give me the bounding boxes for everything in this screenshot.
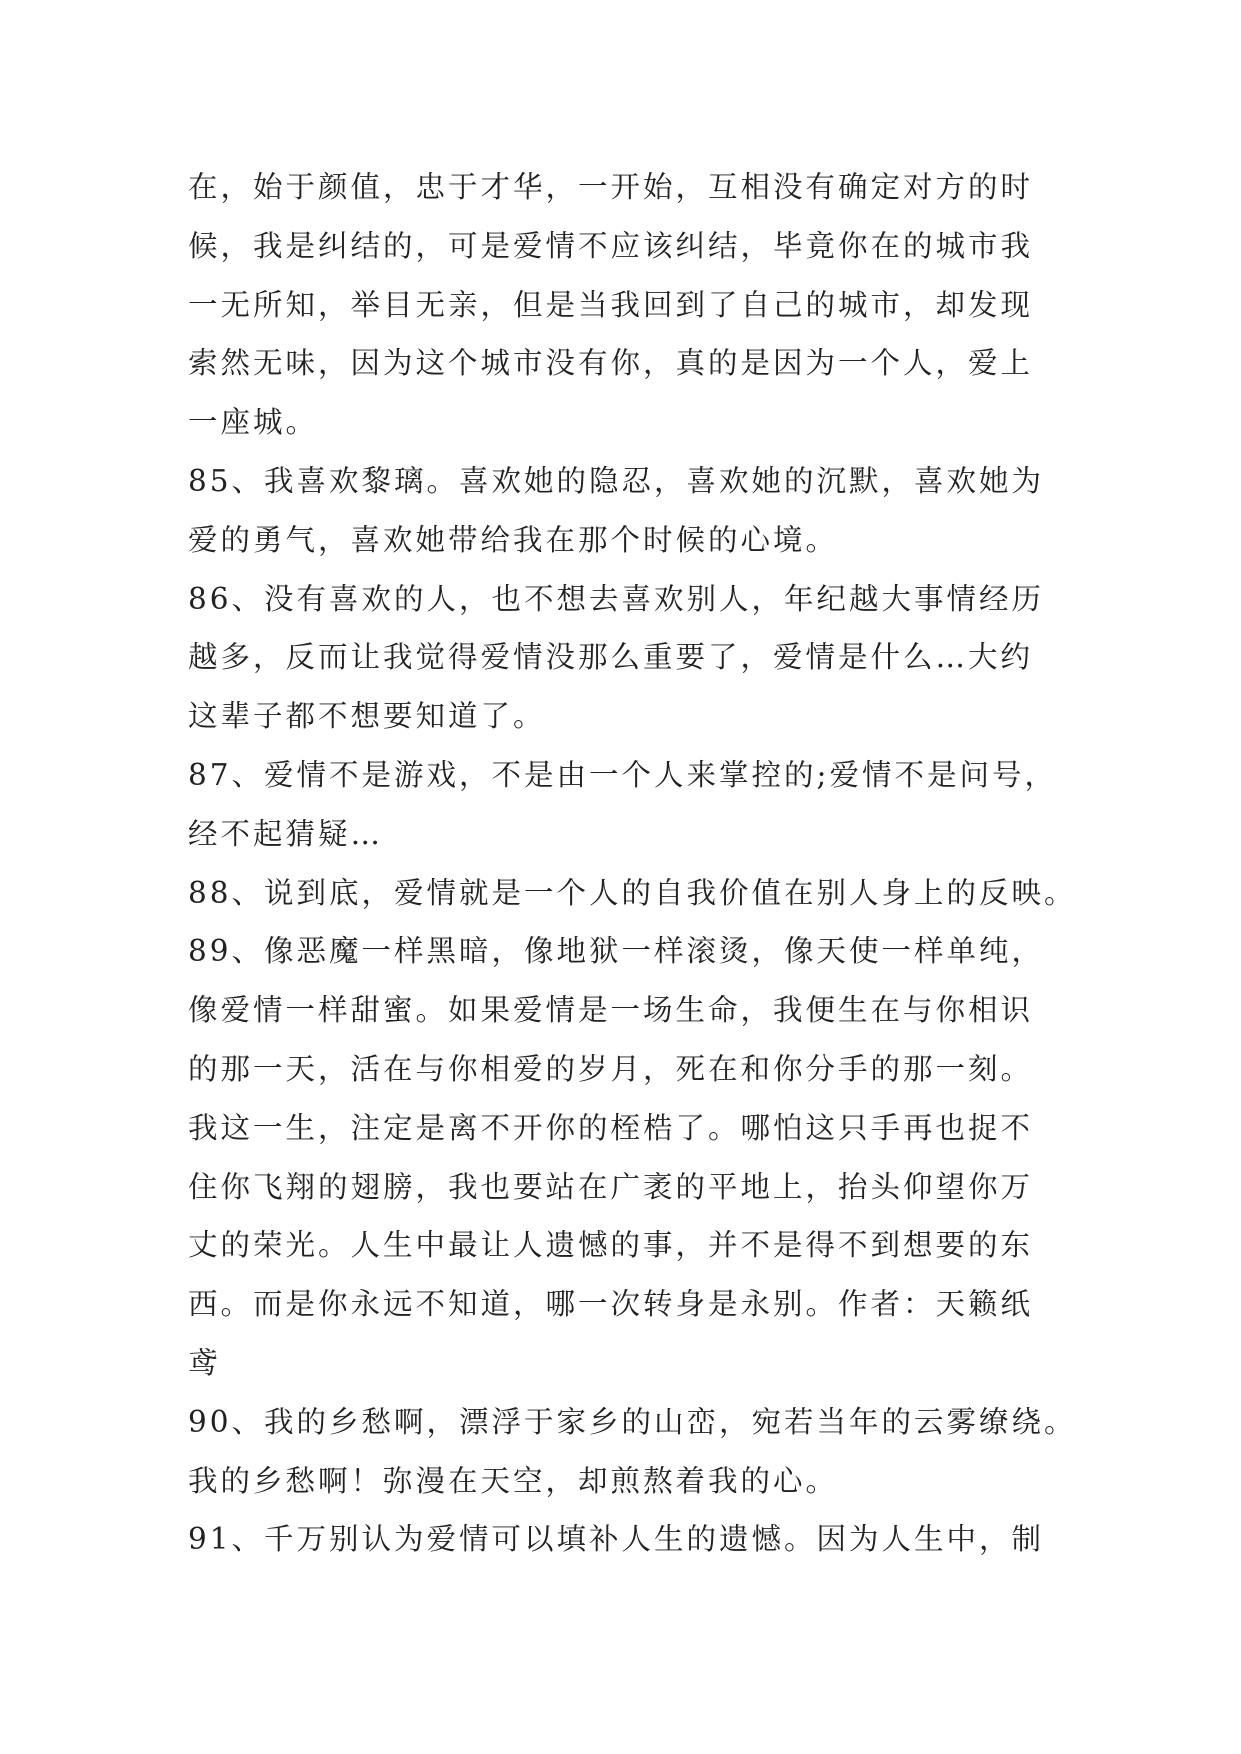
text-line: 爱的勇气，喜欢她带给我在那个时候的心境。 [188,522,839,557]
text-line: 86、没有喜欢的人，也不想去喜欢别人，年纪越大事情经历 [188,581,1045,616]
text-line: 在，始于颜值，忠于才华，一开始，互相没有确定对方的时 [188,170,1034,204]
text-line: 候，我是纠结的，可是爱情不应该纠结，毕竟你在的城市我 [188,228,1034,263]
text-line: 89、像恶魔一样黑暗，像地狱一样滚烫，像天使一样单纯， [188,934,1045,969]
text-line: 87、爱情不是游戏，不是由一个人来掌控的;爱情不是问号， [188,757,1057,792]
text-line: 90、我的乡愁啊，漂浮于家乡的山峦，宛若当年的云雾缭绕。 [188,1404,1077,1439]
text-line: 住你飞翔的翅膀，我也要站在广袤的平地上，抬头仰望你万 [188,1169,1034,1204]
text-line: 这辈子都不想要知道了。 [188,699,546,734]
text-line: 85、我喜欢黎璃。喜欢她的隐忍，喜欢她的沉默，喜欢她为 [188,463,1045,498]
text-line: 一无所知，举目无亲，但是当我回到了自己的城市，却发现 [188,287,1034,322]
text-line: 我这一生，注定是离不开你的桎梏了。哪怕这只手再也捉不 [188,1110,1034,1145]
document-body [188,158,1077,1569]
text-line: 越多，反而让我觉得爱情没那么重要了，爱情是什么…大约 [188,640,1034,675]
text-line: 经不起猜疑… [188,816,384,851]
text-line: 91、千万别认为爱情可以填补人生的遗憾。因为人生中，制 [188,1522,1045,1557]
text-line: 像爱情一样甜蜜。如果爱情是一场生命，我便生在与你相识 [188,993,1034,1028]
text-line: 索然无味，因为这个城市没有你，真的是因为一个人，爱上 [188,346,1034,381]
text-line: 鸢 [188,1345,221,1380]
text-line: 一座城。 [188,405,319,440]
text-line: 丈的荣光。人生中最让人遗憾的事，并不是得不到想要的东 [188,1228,1034,1263]
text-line: 西。而是你永远不知道，哪一次转身是永别。作者：天籁纸 [188,1287,1034,1322]
text-line: 我的乡愁啊！弥漫在天空，却煎熬着我的心。 [188,1463,839,1498]
text-line: 88、说到底，爱情就是一个人的自我价值在别人身上的反映。 [188,875,1077,910]
text-line: 的那一天，活在与你相爱的岁月，死在和你分手的那一刻。 [188,1051,1034,1086]
